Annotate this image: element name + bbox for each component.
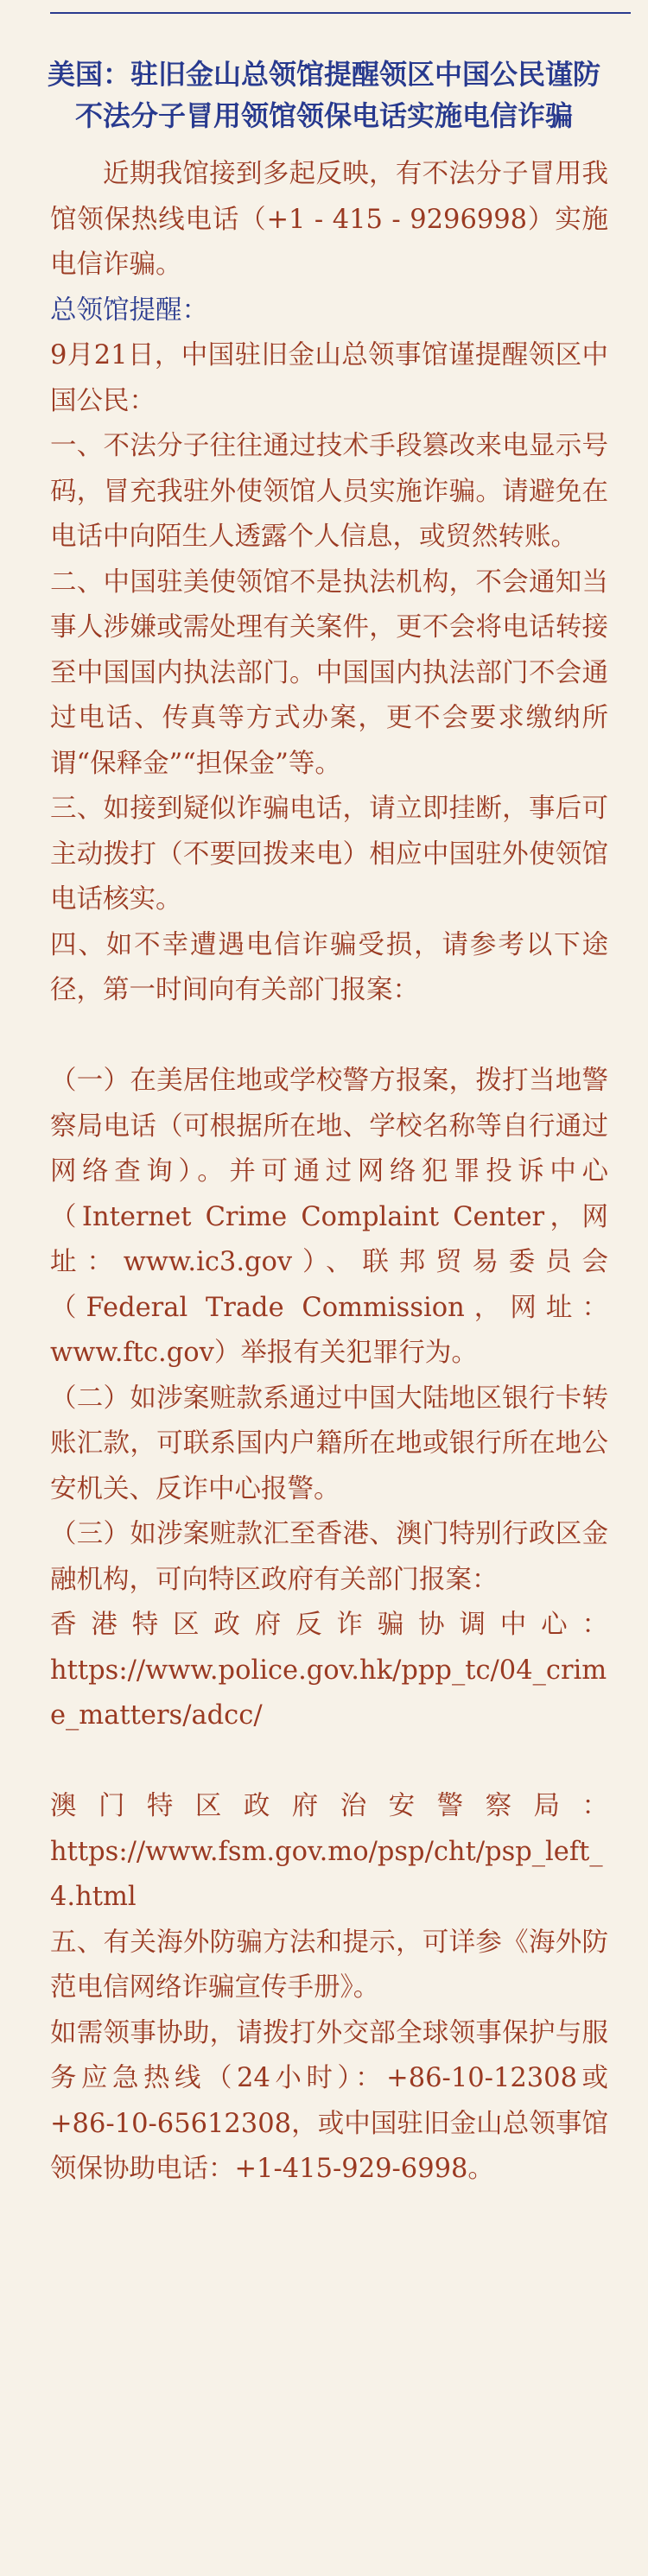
article-body xyxy=(50,152,608,2193)
title-line-1: 美国：驻旧金山总领馆提醒领区中国公民谨防 xyxy=(47,58,600,91)
article-title xyxy=(19,54,629,136)
subpoint-1: （一）在美居住地或学校警方报案，拨打当地警察局电话（可根据所在地、学校名称等自行通过网络查询）。并可通过网络犯罪投诉中心（Internet Crime Complaint Center，网址：www.ic3.gov）、联邦贸易委员会（Federal Trade Commission，网址：www.ftc.gov）举报有关犯罪行为。 xyxy=(50,1066,608,1368)
subpoint-3: （三）如涉案赃款汇至香港、澳门特别行政区金融机构，可向特区政府有关部门报案： xyxy=(50,1519,608,1595)
hk-agency-url: https://www.police.gov.hk/ppp_tc/04_crime_matters/adcc/ xyxy=(50,1655,607,1731)
reminder-label: 总领馆提醒： xyxy=(50,294,208,326)
point-2: 二、中国驻美使领馆不是执法机构，不会通知当事人涉嫌或需处理有关案件，更不会将电话转接至中国国内执法部门。中国国内执法部门不会通过电话、传真等方式办案，更不会要求缴纳所谓“保释金”“担保金”等。 xyxy=(50,566,608,779)
mo-agency-url: https://www.fsm.gov.mo/psp/cht/psp_left_4.html xyxy=(50,1836,603,1912)
date-paragraph: 9月21日，中国驻旧金山总领事馆谨提醒领区中国公民： xyxy=(50,340,608,416)
subpoint-2: （二）如涉案赃款系通过中国大陆地区银行卡转账汇款，可联系国内户籍所在地或银行所在地公安机关、反诈中心报警。 xyxy=(50,1383,608,1504)
point-4: 四、如不幸遭遇电信诈骗受损，请参考以下途径，第一时间向有关部门报案： xyxy=(50,929,608,1005)
intro-paragraph: 近期我馆接到多起反映，有不法分子冒用我馆领保热线电话（+1 - 415 - 9296998）实施电信诈骗。 xyxy=(50,159,608,280)
title-line-2: 不法分子冒用领馆领保电话实施电信诈骗 xyxy=(74,99,573,132)
contact-paragraph: 如需领事协助，请拨打外交部全球领事保护与服务应急热线（24小时）：+86-10-12308或+86-10-65612308，或中国驻旧金山总领事馆领保协助电话：+1-415-929-6998。 xyxy=(50,2017,608,2184)
point-5: 五、有关海外防骗方法和提示，可详参《海外防范电信网络诈骗宣传手册》。 xyxy=(50,1927,608,2003)
mo-agency-label: 澳门特区政府治安警察局： xyxy=(50,1791,608,1821)
point-3: 三、如接到疑似诈骗电话，请立即挂断，事后可主动拨打（不要回拨来电）相应中国驻外使领馆电话核实。 xyxy=(50,794,608,915)
top-divider xyxy=(50,12,631,14)
blank-line xyxy=(50,1739,608,1785)
hk-agency-label: 香港特区政府反诈骗协调中心： xyxy=(50,1610,608,1640)
point-1: 一、不法分子往往通过技术手段篡改来电显示号码，冒充我驻外使领馆人员实施诈骗。请避免在电话中向陌生人透露个人信息，或贸然转账。 xyxy=(50,431,608,552)
blank-line xyxy=(50,1014,608,1060)
